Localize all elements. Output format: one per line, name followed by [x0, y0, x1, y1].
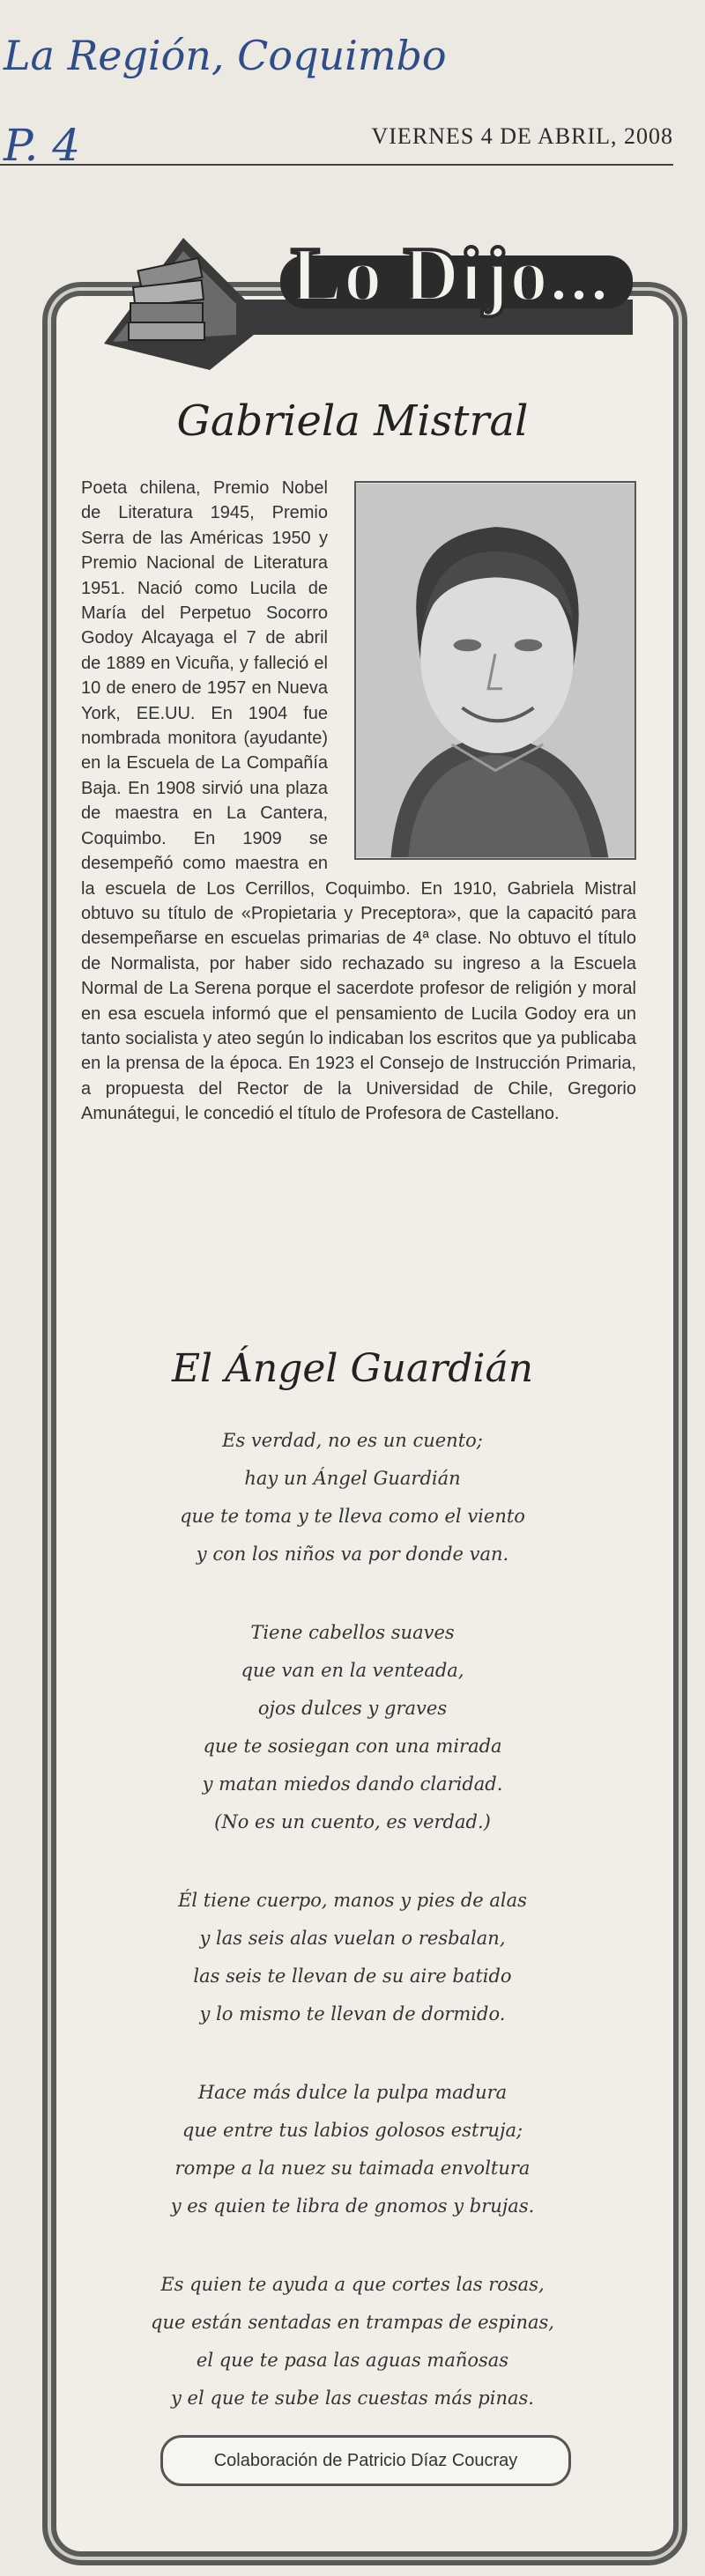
poem-stanza: [0, 1882, 705, 2033]
credit-badge: Colaboración de Patricio Díaz Coucray: [160, 2435, 571, 2486]
poem-stanza: [0, 2266, 705, 2417]
dateline: VIERNES 4 DE ABRIL, 2008: [371, 123, 673, 149]
poem-verse: y es quien te libra de gnomos y brujas.: [170, 2195, 535, 2217]
biography-text: Poeta chilena, Premio Nobel de Literatura 1945, Premio Serra de las Américas 1950 y Premio Nacional de Literatura 1951. Nació como Lucila de María del Perpetuo Socorro Godoy Alcayaga el 7 de abril de 1889 en Vicuña, y falleció el 10 de enero de 1957 en Nueva York, EE.UU. En 1904 fue nombrada monitora (ayudante) en la Escuela de La Compañía Baja. En 1908 sirvió una plaza de maestra en La Cantera, Coquimbo. En 1909 se desempeñó como maestra en la escuela de Los Cerrillos, Coquimbo. En 1910, Gabriela Mistral obtuvo su título de «Propietaria y Preceptora», que la capacitó para desempeñarse en escuelas primarias de 4ª clase. No obtuvo el título de Normalista, por haber sido rechazado su ingreso a la Escuela Normal de La Serena porque el sacerdote profesor de religión y moral en esa escuela informó que el pensamiento de Lucila Godoy era un tanto socialista y ateo según lo indicaban los escritos que ya publicaba en la prensa de la época. En 1923 el Consejo de Instrucción Primaria, a propuesta del Rector de la Universidad de Chile, Gregorio Amunátegui, le concedió el título de Profesora de Castellano.: [81, 478, 636, 1124]
poem-verse: Hace más dulce la pulpa madura: [197, 2082, 508, 2103]
poem-stanza: [0, 1422, 705, 1573]
poem-title: El Ángel Guardián: [171, 1346, 534, 1391]
poem-verse: que van en la venteada,: [241, 1660, 464, 1681]
poem-verse: y lo mismo te llevan de dormido.: [199, 2003, 506, 2025]
poem-verse: que te toma y te lleva como el viento: [180, 1506, 525, 1527]
poem-verse: el que te pasa las aguas mañosas: [196, 2350, 509, 2371]
poem-verse: Es verdad, no es un cuento;: [222, 1430, 483, 1451]
poem-verse: Tiene cabellos suaves: [250, 1622, 455, 1643]
poem-verse: y con los niños va por donde van.: [196, 1543, 509, 1565]
portrait-photo-icon: [354, 481, 636, 860]
section-title: Lo Dijo...: [291, 233, 610, 318]
poem-verse: (No es un cuento, es verdad.): [214, 1811, 491, 1832]
poem-verse: las seis te llevan de su aire batido: [193, 1965, 512, 1987]
poem-verse: Él tiene cuerpo, manos y pies de alas: [178, 1890, 527, 1911]
top-rule: [0, 164, 673, 166]
poem-verse: que están sentadas en trampas de espinas,: [151, 2312, 554, 2333]
poem-verse: hay un Ángel Guardián: [244, 1468, 461, 1489]
person-name-heading: Gabriela Mistral: [176, 396, 529, 446]
poem: [0, 1422, 705, 2458]
biography: [81, 476, 636, 1127]
poem-verse: que entre tus labios golosos estruja;: [182, 2120, 523, 2141]
poem-stanza: [0, 1614, 705, 1841]
poem-stanza: [0, 2074, 705, 2225]
poem-verse: rompe a la nuez su taimada envoltura: [174, 2158, 531, 2179]
handwritten-source-note: La Región, Coquimbo: [4, 32, 447, 79]
poem-verse: y las seis alas vuelan o resbalan,: [199, 1928, 506, 1949]
poem-verse: y el que te sube las cuestas más pinas.: [171, 2387, 534, 2409]
poem-verse: y matan miedos dando claridad.: [202, 1773, 503, 1795]
poem-verse: ojos dulces y graves: [257, 1698, 448, 1719]
poem-verse: Es quien te ayuda a que cortes las rosas,: [160, 2274, 545, 2295]
poem-verse: que te sosiegan con una mirada: [203, 1736, 502, 1757]
handwritten-page-note: P. 4: [4, 120, 81, 171]
